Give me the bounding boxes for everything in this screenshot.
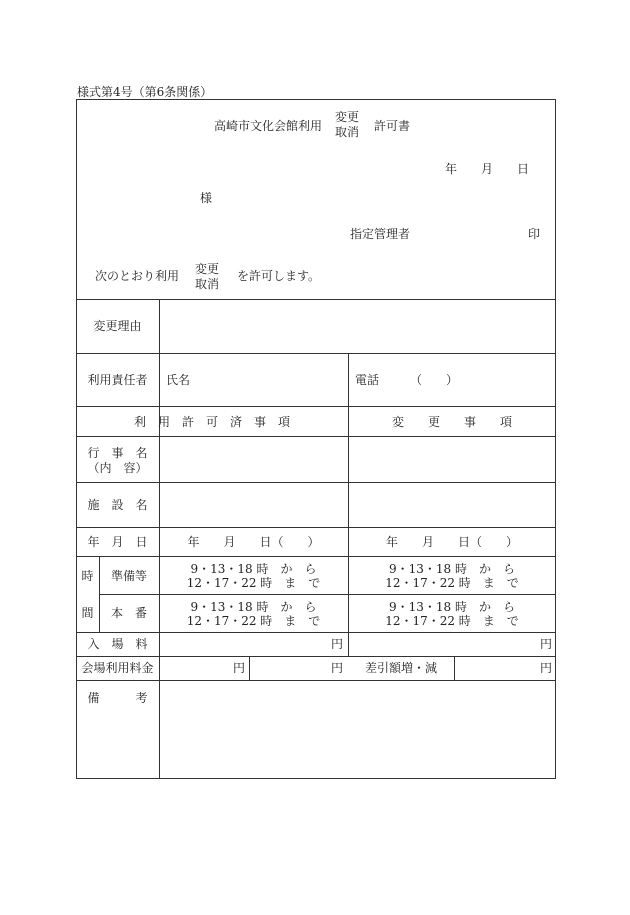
title-option-cancel: 取消 xyxy=(335,125,360,139)
title-main: 高崎市文化会館利用 xyxy=(214,119,323,133)
date-month: 月 xyxy=(481,162,494,176)
venue-fee-changed-yen: 円 xyxy=(331,661,344,675)
date-year: 年 xyxy=(445,162,458,176)
label-admission: 入 場 料 xyxy=(87,637,148,651)
statement-option-change: 変更 xyxy=(195,262,220,276)
main-changed-until: 12・17・22 時 ま で xyxy=(385,614,519,628)
label-responsible-person: 利用責任者 xyxy=(87,373,148,387)
prep-permitted-until: 12・17・22 時 ま で xyxy=(186,576,321,590)
label-event-name: 行 事 名 xyxy=(87,446,148,460)
label-event-content: （内 容） xyxy=(87,461,148,475)
main-permitted-from: 9・13・18 時 か ら xyxy=(190,600,317,614)
divider xyxy=(76,482,556,483)
column-line xyxy=(454,656,455,680)
divider xyxy=(76,632,556,633)
label-preparation: 準備等 xyxy=(110,569,147,583)
prep-changed-until: 12・17・22 時 ま で xyxy=(385,576,519,590)
label-remarks: 備 考 xyxy=(87,691,148,705)
divider xyxy=(76,353,556,354)
divider xyxy=(76,527,556,528)
main-changed-from: 9・13・18 時 か ら xyxy=(389,600,515,614)
label-venue-fee: 会場利用料金 xyxy=(81,661,154,675)
prep-permitted-from: 9・13・18 時 か ら xyxy=(190,562,317,576)
admission-permitted-yen: 円 xyxy=(331,637,344,651)
label-phone: 電話 xyxy=(355,373,380,387)
title-option-change: 変更 xyxy=(335,110,360,124)
changed-date: 年 月 日（ ） xyxy=(385,535,518,549)
date-day: 日 xyxy=(517,162,530,176)
column-line xyxy=(99,556,100,632)
divider xyxy=(76,556,556,557)
manager-label: 指定管理者 xyxy=(350,227,411,241)
column-line xyxy=(249,656,250,680)
header-changed-items: 変 更 事 項 xyxy=(391,415,512,429)
divider xyxy=(76,299,556,300)
divider xyxy=(76,656,556,657)
statement-suffix: を許可します。 xyxy=(237,269,321,283)
statement-prefix: 次のとおり利用 xyxy=(95,269,180,283)
divider xyxy=(76,406,556,407)
addressee-honorific: 様 xyxy=(200,191,213,205)
label-facility-name: 施 設 名 xyxy=(87,498,148,512)
label-period: 間 xyxy=(81,606,94,620)
label-difference: 差引額増・減 xyxy=(364,661,437,675)
main-permitted-until: 12・17・22 時 ま で xyxy=(186,614,321,628)
permitted-date: 年 月 日（ ） xyxy=(187,535,320,549)
difference-yen: 円 xyxy=(540,661,553,675)
phone-paren: （ ） xyxy=(410,373,459,387)
label-name: 氏名 xyxy=(166,373,191,387)
seal-mark: 印 xyxy=(528,227,541,241)
label-date: 年 月 日 xyxy=(87,535,148,549)
title-suffix: 許可書 xyxy=(374,119,411,133)
form-number: 様式第4号（第6条関係） xyxy=(77,85,213,99)
divider xyxy=(76,436,556,437)
label-change-reason: 変更理由 xyxy=(93,319,142,333)
label-time: 時 xyxy=(81,569,94,583)
divider xyxy=(76,680,556,681)
permit-form xyxy=(76,99,556,779)
statement-option-cancel: 取消 xyxy=(195,277,220,291)
prep-changed-from: 9・13・18 時 か ら xyxy=(389,562,515,576)
header-permitted-items: 利 用 許 可 済 事 項 xyxy=(133,415,290,429)
venue-fee-permitted-yen: 円 xyxy=(233,661,246,675)
divider xyxy=(99,594,556,595)
label-main-event: 本 番 xyxy=(110,606,147,620)
admission-changed-yen: 円 xyxy=(540,637,553,651)
